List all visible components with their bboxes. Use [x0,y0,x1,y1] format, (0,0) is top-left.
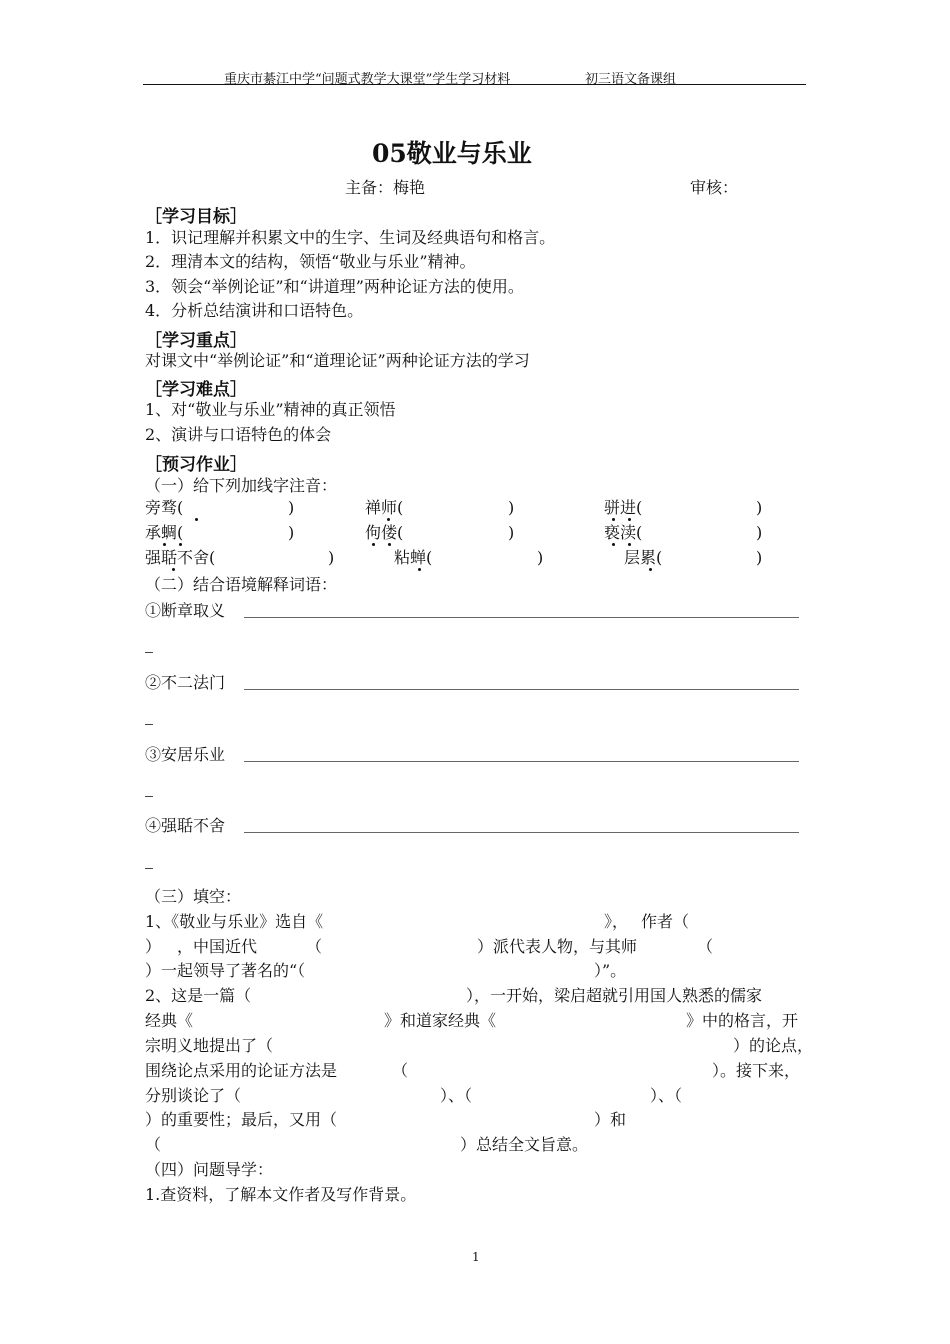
difficult-heading: ［学习难点］ [145,380,247,400]
fill-text: ）的重要性；最后，又用（ [145,1110,338,1129]
part4-item: 1.查资料，了解本文作者及写作背景。 [145,1185,417,1204]
fill-text: （ [306,937,323,956]
fill-text: ）。接下来， [712,1061,801,1080]
pinyin-close: ) [756,523,763,542]
pinyin-word: 粘蝉( [394,548,433,567]
author-review: 审核： [690,178,739,197]
answer-line [244,689,799,690]
pinyin-word: 强聒不舍( [145,548,216,567]
pinyin-word: 禅师( [365,498,404,517]
fill-text: （ [392,1061,409,1080]
pinyin-word: 骈进( [604,498,643,517]
fill-text: 围绕论点采用的论证方法是 [145,1061,338,1080]
emphasis-dot [372,543,375,546]
emphasis-dot [172,568,175,571]
answer-dash [145,796,153,797]
fill-text: 》中的格言，开 [686,1011,799,1030]
fill-text: （ [145,1135,162,1154]
pinyin-word: 佝偻( [365,523,404,542]
fill-text: ），一开始，梁启超就引用国人熟悉的儒家 [466,986,763,1005]
term-item: ①断章取义 [145,601,226,620]
header-right: 初三语文备课组 [585,72,677,87]
fill-text: ）、（ [440,1086,473,1105]
emphasis-dot [418,568,421,571]
key-heading: ［学习重点］ [145,331,247,351]
pinyin-close: ) [756,548,763,567]
answer-dash [145,868,153,869]
fill-text: （ [697,937,714,956]
fill-text: ）、（ [650,1086,683,1105]
pinyin-word: 旁骛( [145,498,184,517]
fill-text: 》， [604,912,629,931]
fill-text: ）的论点， [733,1036,814,1055]
answer-line [244,832,799,833]
page-title: 05敬业与乐业 [372,139,532,168]
fill-text: ）”。 [594,961,627,980]
answer-line [244,617,799,618]
goal-item: 3．领会“举例论证”和“讲道理”两种论证方法的使用。 [145,277,524,296]
emphasis-dot [649,568,652,571]
header-rule [143,84,806,85]
emphasis-dot [195,518,198,521]
emphasis-dot [612,543,615,546]
fill-text: ，中国近代 [177,937,258,956]
answer-line [244,761,799,762]
pinyin-word: 层累( [624,548,663,567]
fill-text: 》和道家经典《 [384,1011,497,1030]
pinyin-close: ) [537,548,544,567]
emphasis-dot [388,543,391,546]
fill-text: 作者（ [641,912,690,931]
fill-text: 经典《 [145,1011,194,1030]
key-text: 对课文中“举例论证”和“道理论证”两种论证方法的学习 [145,351,530,370]
pinyin-word: 亵渎( [604,523,643,542]
fill-text: ）派代表人物，与其师 [477,937,638,956]
part3-title: （三）填空： [145,887,242,906]
goal-item: 4．分析总结演讲和口语特色。 [145,301,364,320]
answer-dash [145,652,153,653]
fill-text: ） [145,937,162,956]
emphasis-dot [179,543,182,546]
goal-item: 2．理清本文的结构，领悟“敬业与乐业”精神。 [145,252,476,271]
fill-text: ）一起领导了著名的“（ [145,961,306,980]
header-left: 重庆市綦江中学“问题式教学大课堂”学生学习材料 [224,72,511,87]
term-item: ③安居乐业 [145,745,226,764]
pinyin-close: ) [756,498,763,517]
emphasis-dot [628,543,631,546]
term-item: ②不二法门 [145,673,226,692]
fill-text: 宗明义地提出了（ [145,1036,274,1055]
fill-text: 1、《敬业与乐业》选自《 [145,912,324,931]
part4-title: （四）问题导学： [145,1160,274,1179]
pinyin-close: ) [328,548,335,567]
author-main: 主备：梅艳 [345,178,426,197]
emphasis-dot [612,518,615,521]
page-number: 1 [472,1250,480,1264]
term-item: ④强聒不舍 [145,816,226,835]
fill-text: ）总结全文旨意。 [460,1135,589,1154]
pinyin-close: ) [288,498,295,517]
part1-title: （一）给下列加线字注音： [145,476,338,495]
answer-dash [145,724,153,725]
pinyin-close: ) [508,498,515,517]
preview-heading: ［预习作业］ [145,455,247,475]
difficult-item: 1、对“敬业与乐业”精神的真正领悟 [145,400,396,419]
pinyin-close: ) [508,523,515,542]
fill-text: ）和 [594,1110,627,1129]
fill-text: 分别谈论了（ [145,1086,242,1105]
goal-item: 1．识记理解并积累文中的生字、生词及经典语句和格言。 [145,228,556,247]
pinyin-word: 承蜩( [145,523,184,542]
emphasis-dot [387,518,390,521]
pinyin-close: ) [288,523,295,542]
difficult-item: 2、演讲与口语特色的体会 [145,425,332,444]
goals-heading: ［学习目标］ [145,207,247,227]
part2-title: （二）结合语境解释词语： [145,575,338,594]
emphasis-dot [163,543,166,546]
emphasis-dot [628,518,631,521]
fill-text: 2、这是一篇（ [145,986,252,1005]
